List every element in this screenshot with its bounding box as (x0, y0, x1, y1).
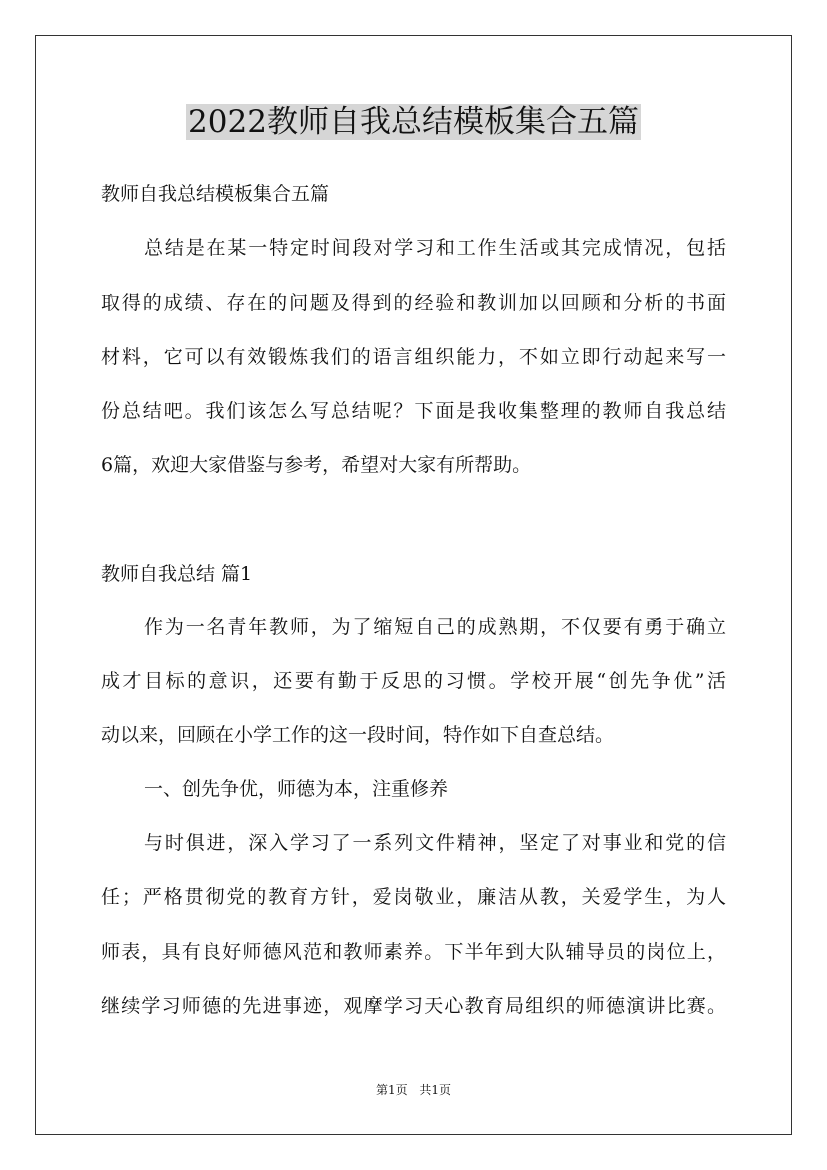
body-line-2: 任；严格贯彻党的教育方针，爱岗敬业，廉洁从教，关爱学生，为人 (101, 886, 726, 908)
intro-line-2: 取得的成绩、存在的问题及得到的经验和教训加以回顾和分析的书面 (101, 292, 726, 314)
section-line-2: 成才目标的意识，还要有勤于反思的习惯。学校开展“创先争优”活 (101, 670, 726, 692)
document-title (0, 100, 827, 144)
intro-line-4: 份总结吧。我们该怎么写总结呢？下面是我收集整理的教师自我总结 (101, 400, 726, 422)
intro-line-5: 6篇，欢迎大家借鉴与参考，希望对大家有所帮助。 (101, 454, 532, 476)
page-footer (0, 1082, 827, 1098)
intro-line-1: 总结是在某一特定时间段对学习和工作生活或其完成情况，包括 (144, 237, 726, 259)
page-number: 第1页 (375, 1083, 408, 1097)
body-line-1: 与时俱进，深入学习了一系列文件精神，坚定了对事业和党的信 (144, 832, 726, 854)
section-line-1: 作为一名青年教师，为了缩短自己的成熟期，不仅要有勇于确立 (144, 616, 726, 638)
body-line-3: 师表，具有良好师德风范和教师素养。下半年到大队辅导员的岗位上， (101, 941, 726, 963)
section-heading: 教师自我总结 篇1 (101, 563, 253, 585)
document-title-text: 2022教师自我总结模板集合五篇 (188, 104, 639, 140)
intro-line-3: 材料，它可以有效锻炼我们的语言组织能力，不如立即行动起来写一 (101, 346, 726, 368)
subheading: 一、创先争优，师德为本，注重修养 (144, 778, 449, 800)
body-line-4: 继续学习师德的先进事迹，观摩学习天心教育局组织的师德演讲比赛。 (101, 995, 726, 1017)
document-subtitle: 教师自我总结模板集合五篇 (101, 183, 330, 205)
section-line-3: 动以来，回顾在小学工作的这一段时间，特作如下自查总结。 (101, 724, 615, 746)
page-total: 共1页 (419, 1083, 452, 1097)
